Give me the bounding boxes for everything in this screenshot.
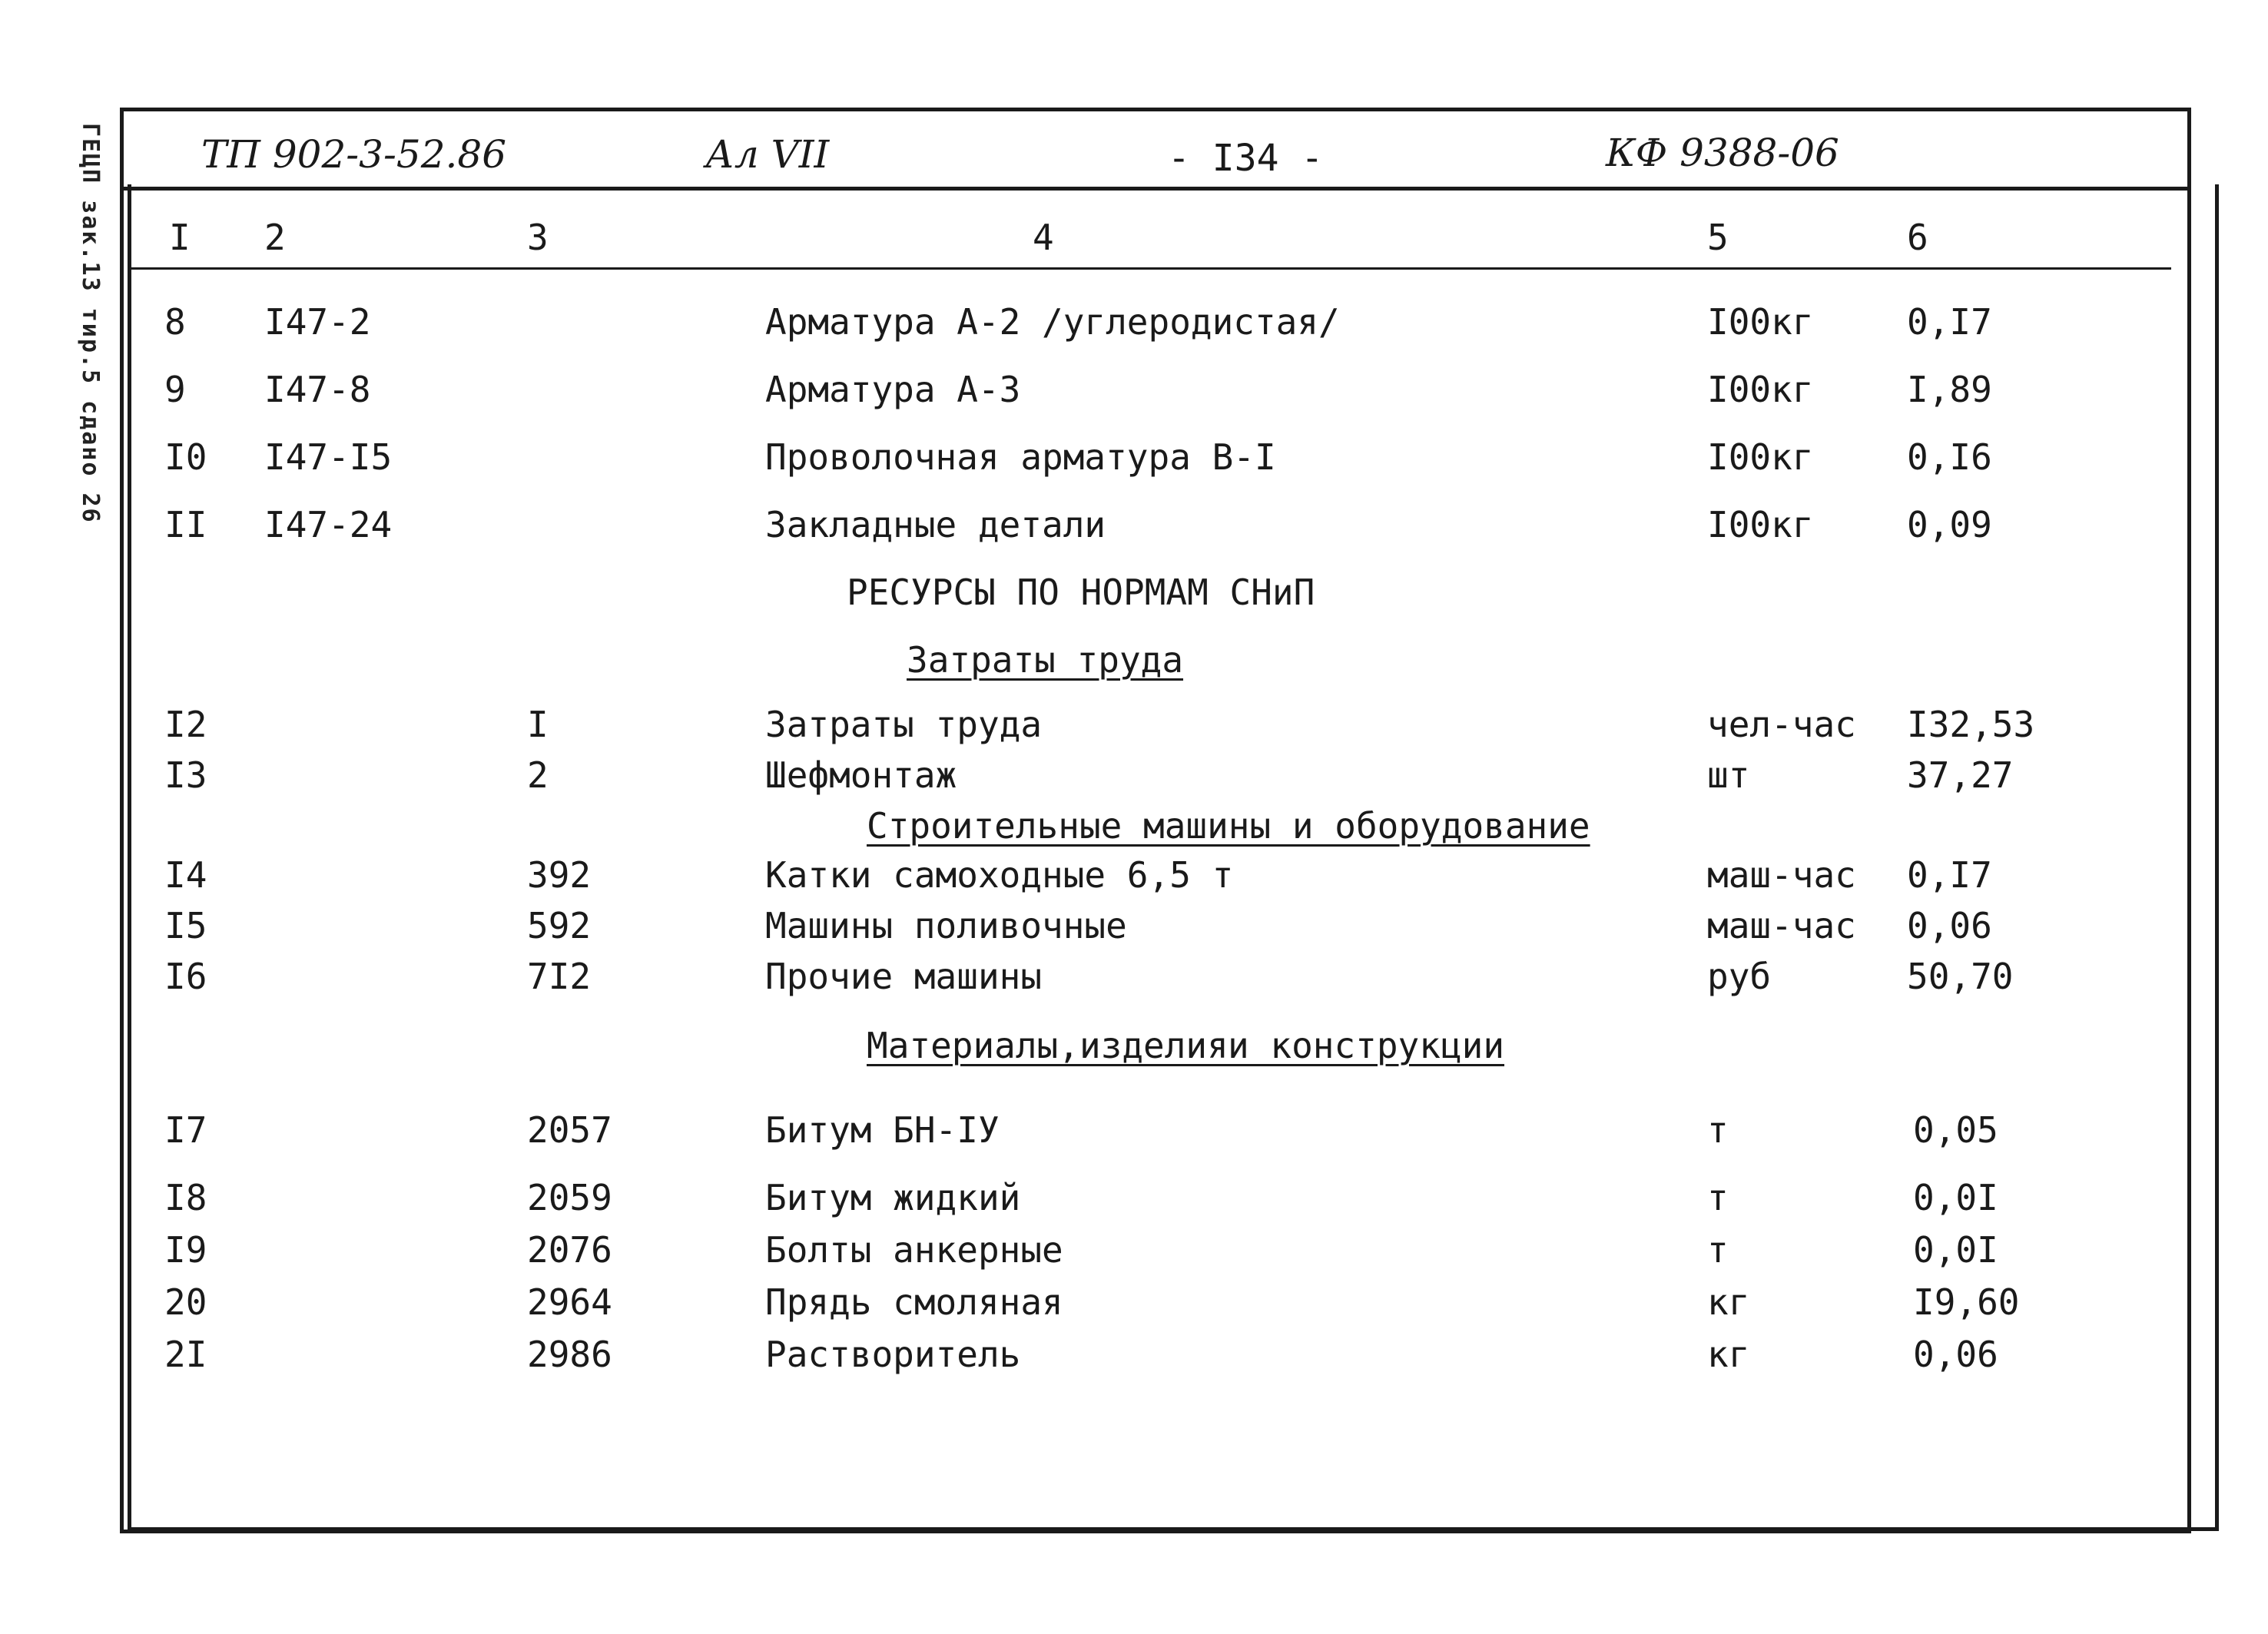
row-value: 0,I6 [1907, 436, 1992, 478]
row-unit: кг [1707, 1334, 1750, 1375]
row-number: I6 [164, 956, 207, 997]
row-code: I47-2 [264, 301, 371, 343]
section-title-machines: Строительные машины и оборудование [867, 805, 1590, 847]
row-name: Битум жидкий [765, 1177, 1021, 1218]
row-resource-code: 2076 [527, 1229, 612, 1271]
row-value: 37,27 [1907, 754, 2014, 796]
row-name: Затраты труда [765, 704, 1043, 745]
row-unit: I00кг [1707, 436, 1814, 478]
row-number: I9 [164, 1229, 207, 1271]
row-unit: маш-час [1707, 854, 1856, 896]
album-number: Ал VII [705, 132, 830, 177]
row-unit: I00кг [1707, 504, 1814, 545]
row-unit: руб [1707, 956, 1772, 997]
row-value: 50,70 [1907, 956, 2014, 997]
column-header-4: 4 [1033, 217, 1054, 258]
row-number: 8 [164, 301, 186, 343]
row-name: Арматура А-2 /углеродистая/ [765, 301, 1340, 343]
row-number: 20 [164, 1281, 207, 1323]
side-note: ГЕЦП зак.13 тир.5 сдано 26 [77, 123, 104, 524]
section-title-labor: Затраты труда [907, 639, 1184, 681]
row-name: Машины поливочные [765, 905, 1127, 946]
row-name: Растворитель [765, 1334, 1021, 1375]
row-value: 0,05 [1913, 1109, 1998, 1151]
column-header-rule [128, 267, 2171, 270]
row-number: 2I [164, 1334, 207, 1375]
row-value: 0,06 [1907, 905, 1992, 946]
row-number: I3 [164, 754, 207, 796]
row-number: I4 [164, 854, 207, 896]
row-number: I0 [164, 436, 207, 478]
row-value: I9,60 [1913, 1281, 2020, 1323]
row-value: 0,I7 [1907, 301, 1992, 343]
row-resource-code: 7I2 [527, 956, 592, 997]
row-code: I47-24 [264, 504, 393, 545]
row-resource-code: 592 [527, 905, 592, 946]
row-number: II [164, 504, 207, 545]
row-number: I5 [164, 905, 207, 946]
row-name: Проволочная арматура В-I [765, 436, 1276, 478]
row-resource-code: 2059 [527, 1177, 612, 1218]
column-header-3: 3 [527, 217, 549, 258]
row-name: Прядь смоляная [765, 1281, 1063, 1323]
page-number: - I34 - [1168, 137, 1324, 180]
header-rule [120, 187, 2191, 191]
row-resource-code: I [527, 704, 549, 745]
row-unit: т [1707, 1109, 1729, 1151]
row-number: I8 [164, 1177, 207, 1218]
row-number: I7 [164, 1109, 207, 1151]
column-header-1: I [169, 217, 191, 258]
row-value: 0,I7 [1907, 854, 1992, 896]
row-name: Шефмонтаж [765, 754, 957, 796]
row-unit: шт [1707, 754, 1750, 796]
row-resource-code: 392 [527, 854, 592, 896]
section-title-materials: Материалы,изделия [867, 1025, 1228, 1066]
row-unit: I00кг [1707, 369, 1814, 410]
row-unit: т [1707, 1229, 1729, 1271]
row-value: 0,0I [1913, 1177, 1998, 1218]
row-value: I,89 [1907, 369, 1992, 410]
row-code: I47-I5 [264, 436, 393, 478]
column-header-6: 6 [1907, 217, 1928, 258]
row-unit: I00кг [1707, 301, 1814, 343]
column-header-5: 5 [1707, 217, 1729, 258]
row-name: Арматура А-3 [765, 369, 1021, 410]
row-value: 0,09 [1907, 504, 1992, 545]
row-unit: т [1707, 1177, 1729, 1218]
frame-left-line [128, 184, 131, 1530]
row-name: Битум БН-IУ [765, 1109, 1000, 1151]
column-header-2: 2 [264, 217, 286, 258]
row-value: 0,0I [1913, 1229, 1998, 1271]
row-name: Прочие машины [765, 956, 1043, 997]
row-code: I47-8 [264, 369, 371, 410]
row-name: Болты анкерные [765, 1229, 1063, 1271]
row-number: I2 [164, 704, 207, 745]
row-number: 9 [164, 369, 186, 410]
row-unit: маш-час [1707, 905, 1856, 946]
frame-bottom-line [128, 1527, 2219, 1531]
row-resource-code: 2057 [527, 1109, 612, 1151]
row-resource-code: 2 [527, 754, 549, 796]
doc-code: ТП 902-3-52.86 [201, 132, 507, 177]
row-value: 0,06 [1913, 1334, 1998, 1375]
frame-right-line [2215, 184, 2219, 1530]
row-unit: кг [1707, 1281, 1750, 1323]
row-unit: чел-час [1707, 704, 1856, 745]
section-title-resources: РЕСУРСЫ ПО НОРМАМ СНиП [847, 572, 1315, 613]
row-resource-code: 2964 [527, 1281, 612, 1323]
row-name: Закладные детали [765, 504, 1106, 545]
catalog-number: КФ 9388-06 [1606, 131, 1839, 175]
row-value: I32,53 [1907, 704, 2035, 745]
section-title-materials-2: и конструкции [1228, 1025, 1505, 1066]
row-name: Катки самоходные 6,5 т [765, 854, 1234, 896]
row-resource-code: 2986 [527, 1334, 612, 1375]
